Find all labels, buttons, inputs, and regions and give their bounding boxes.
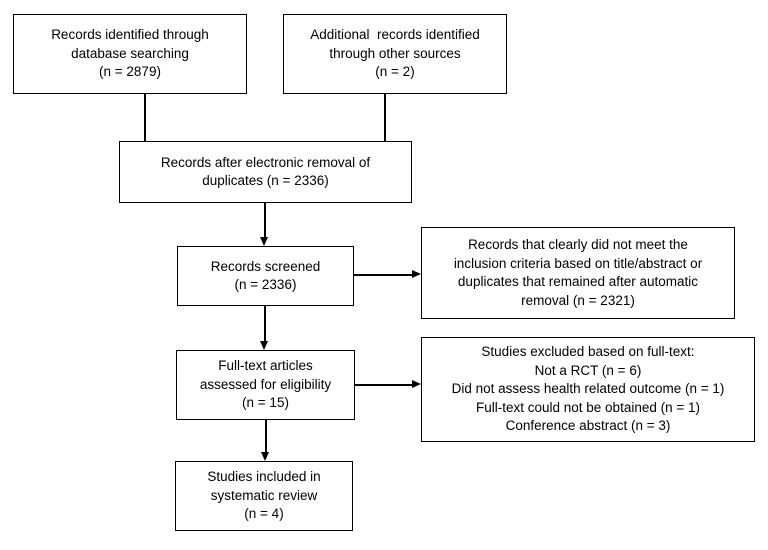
box-text-line: through other sources [329,45,461,61]
box-text-line: Records screened [210,258,321,274]
box-text-line: Not a RCT (n = 6) [534,362,642,378]
box-text-line: Records after electronic removal of [160,154,371,170]
box-records-after-duplicate-removal [119,141,412,203]
box-studies-excluded-fulltext [421,337,755,442]
box-records-identified-other-sources [283,14,507,94]
arrow-duplicates-to-screened-line [264,202,266,238]
box-text-line: (n = 2336) [234,277,297,292]
box-text-line: inclusion criteria based on title/abstract or [453,255,703,271]
arrow-fulltext-to-excluded-line [354,384,413,386]
box-text-line: Full-text could not be obtained (n = 1) [475,399,700,415]
box-text-line: (n = 2) [375,64,415,80]
connector-db-to-duplicates-line [144,93,146,142]
arrow-right-icon [412,380,421,388]
box-text-line: (n = 4) [244,506,284,522]
box-records-screened [177,246,354,306]
box-text-line: removal (n = 2321) [521,292,635,308]
box-text-line: Additional records identified [310,27,480,43]
box-records-excluded-title-abstract [421,227,735,319]
arrow-screened-to-fulltext-line [264,305,266,342]
box-text-line: assessed for eligibility [199,376,332,392]
arrow-down-icon [260,237,268,246]
box-text-line: duplicates that remained after automatic [457,274,699,289]
box-text-line: duplicates (n = 2336) [202,173,329,188]
arrow-fulltext-to-included-line [265,419,267,453]
box-text-line: Full-text articles [218,358,313,374]
arrow-right-icon [412,270,421,278]
box-text-line: Records that clearly did not meet the [468,237,688,252]
box-fulltext-assessed [176,350,355,420]
box-text-line: Studies excluded based on full-text: [481,344,695,360]
box-text-line: systematic review [210,487,318,503]
arrow-down-icon [260,341,268,350]
box-text-line: Records identified through [51,27,209,43]
box-text-line: Did not assess health related outcome (n = 1) [451,381,725,397]
box-text-line: (n = 15) [242,395,289,411]
box-text-line: database searching [71,45,189,61]
box-studies-included [175,461,353,531]
arrow-screened-to-excluded-line [353,274,413,276]
box-text-line: Conference abstract (n = 3) [505,418,671,434]
box-text-line: (n = 2879) [99,64,161,80]
arrow-down-icon [261,452,269,461]
box-text-line: Studies included in [207,469,321,485]
connector-other-to-duplicates-line [384,93,386,142]
box-records-identified-database [13,14,247,94]
